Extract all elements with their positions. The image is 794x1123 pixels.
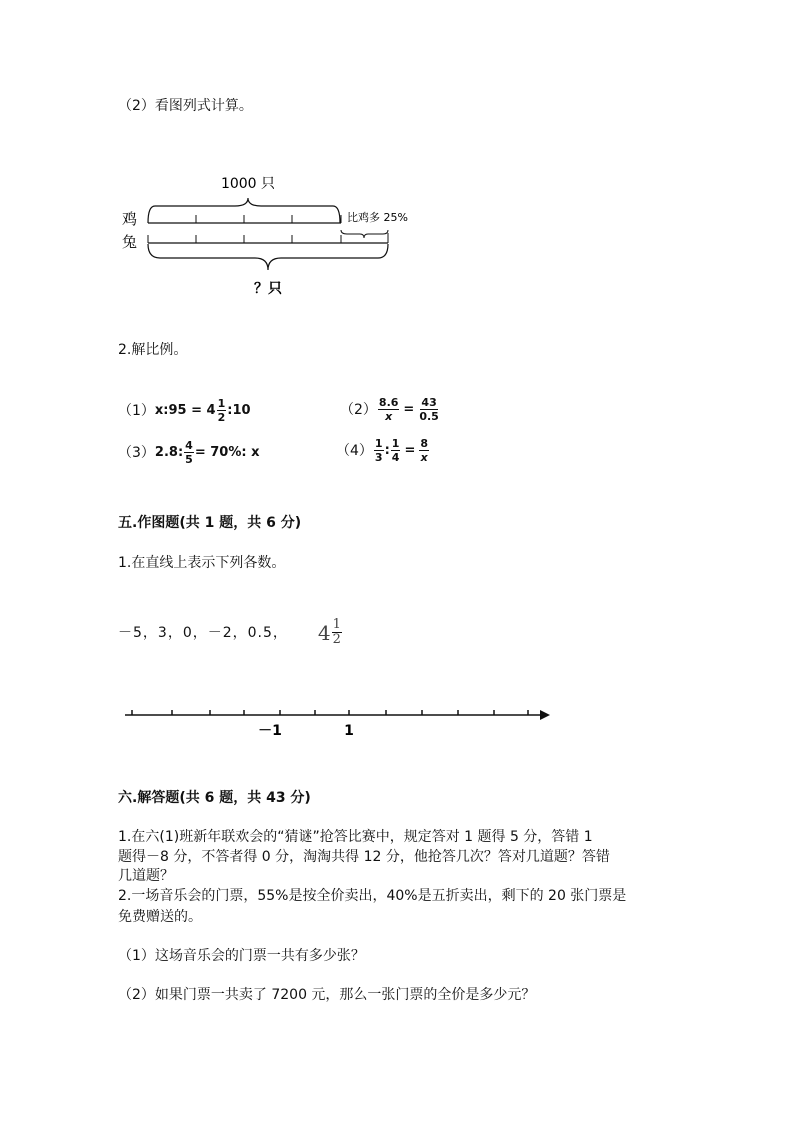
s6-q2-line2: 免费赠送的。 [118, 909, 202, 925]
extra-label: 比鸡多 25% [347, 211, 408, 224]
p4-equals: = [404, 442, 416, 458]
p3-lhs: 2.8: [154, 444, 184, 460]
mixed-fraction [332, 618, 342, 647]
proportion-4 [336, 437, 430, 464]
p4-c-den: x [420, 451, 428, 464]
p1-label: （1） [118, 402, 155, 419]
bottom-brace [148, 244, 388, 270]
number-line-arrow [540, 710, 550, 720]
p1-frac-den: 2 [217, 411, 226, 424]
number-line [120, 700, 560, 745]
p4-b-den: 4 [391, 451, 400, 464]
p3-fraction [184, 439, 194, 466]
chicken-label: 鸡 [122, 210, 138, 228]
s6-q1-line1: 1.在六(1)班新年联欢会的“猜谜”抢答比赛中，规定答对 1 题得 5 分，答错 1 [118, 829, 593, 845]
p1-lhs: x:95 = 4 [154, 402, 216, 418]
s6-q1-line2: 题得－8 分，不答者得 0 分，淘淘共得 12 分，他抢答几次？答对几道题？答错 [118, 849, 610, 865]
proportion-2 [340, 396, 441, 423]
question-label: ？只 [254, 281, 282, 297]
p4-fraction-b [391, 437, 401, 464]
p3-frac-num: 4 [185, 439, 193, 452]
p2-right-num: 43 [421, 396, 437, 409]
section6-heading: 六.解答题(共 6 题，共 43 分) [118, 790, 311, 806]
tick-label-1: 1 [344, 723, 354, 739]
bar-diagram [115, 168, 425, 303]
p2-left-den: x [385, 410, 393, 423]
p3-frac-den: 5 [185, 453, 193, 466]
s6-q2-line1: 2.一场音乐会的门票，55%是按全价卖出，40%是五折卖出，剩下的 20 张门票是 [118, 888, 627, 904]
mixed-whole: 4 [317, 620, 331, 645]
s6-q2-sub1: （1）这场音乐会的门票一共有多少张？ [118, 948, 365, 964]
p1-frac-num: 1 [217, 397, 226, 410]
s6-q2-sub2: （2）如果门票一共卖了 7200 元，那么一张门票的全价是多少元？ [118, 987, 536, 1003]
q2-title: 2.解比例。 [118, 342, 188, 358]
p4-label: （4） [336, 442, 373, 459]
p3-label: （3） [118, 444, 155, 461]
p2-equals: = [403, 401, 415, 417]
rabbit-label: 兔 [122, 233, 138, 251]
mixed-num: 1 [332, 617, 341, 632]
p2-right-den: 0.5 [419, 410, 439, 423]
p1-fraction [217, 397, 227, 424]
extra-brace [341, 230, 388, 238]
p4-fraction-c [419, 437, 429, 464]
p4-fraction-a [374, 437, 384, 464]
p2-fraction-right [418, 396, 440, 423]
proportion-1 [118, 397, 251, 424]
section5-heading: 五.作图题(共 1 题，共 6 分) [118, 515, 302, 531]
s6-q1-line3: 几道题？ [118, 868, 174, 884]
numbers-text: －5，3，0，－2，0.5， [118, 624, 288, 641]
mixed-den: 2 [332, 632, 341, 647]
numbers-list [118, 618, 343, 647]
p1-rhs: :10 [227, 402, 251, 418]
proportion-3 [118, 439, 259, 466]
p4-c-num: 8 [420, 437, 428, 450]
p3-rhs: = 70%: x [194, 444, 260, 460]
p4-a-den: 3 [374, 451, 383, 464]
p4-b-num: 1 [391, 437, 400, 450]
diagram-top-label: 1000 只 [220, 176, 276, 192]
tick-label-neg1: －1 [258, 723, 282, 739]
p4-a-num: 1 [374, 437, 383, 450]
section5-q1: 1.在直线上表示下列各数。 [118, 555, 286, 571]
p2-fraction-left [378, 396, 400, 423]
p2-left-num: 8.6 [378, 396, 399, 409]
p4-colon: : [384, 442, 390, 458]
p2-label: （2） [340, 401, 377, 418]
part2-title: （2）看图列式计算。 [118, 98, 253, 114]
